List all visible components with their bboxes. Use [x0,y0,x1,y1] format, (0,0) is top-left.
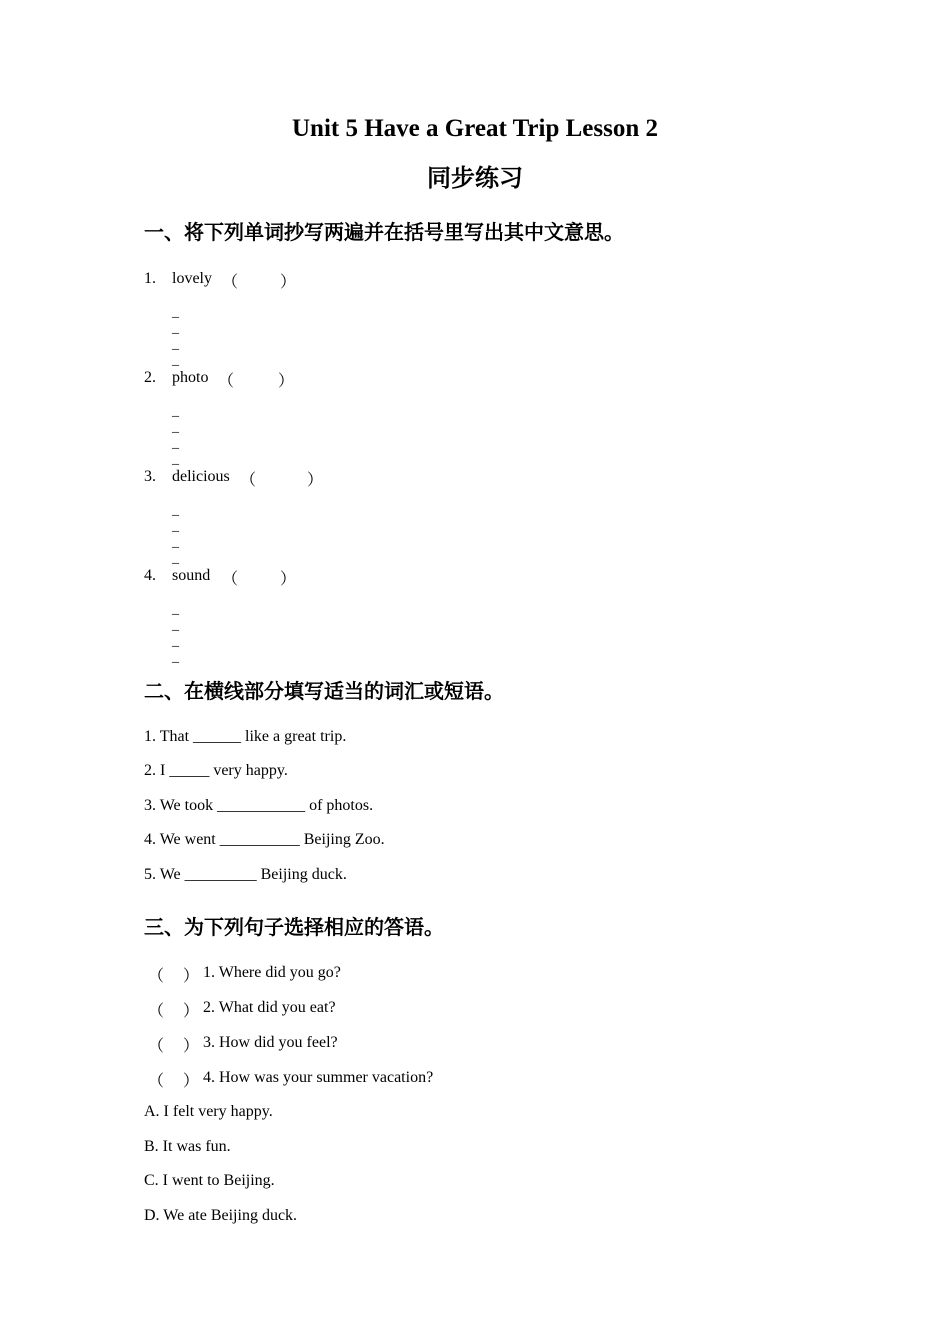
answer-paren-open: （ [218,371,235,390]
fill-blank-sentence: 2. I _____ very happy. [144,762,288,779]
answer-paren-open: （ [240,470,257,489]
writing-line: _ [172,436,179,451]
answer-paren-open: （ [222,272,239,291]
writing-line: _ [172,634,179,649]
answer-paren-open: （ [148,1036,165,1055]
writing-line: _ [172,602,179,617]
item-number: 3. [144,468,156,485]
vocab-word: photo [172,369,209,386]
answer-paren-close: ） [278,371,295,390]
answer-paren-close: ） [280,569,297,588]
answer-option: C. I went to Beijing. [144,1172,275,1189]
item-number: 4. [144,567,156,584]
question: 3. How did you feel? [203,1034,338,1051]
item-number: 2. [144,369,156,386]
answer-paren-close: ） [183,966,200,985]
writing-line: _ [172,452,179,467]
answer-paren-close: ） [307,470,324,489]
writing-line: _ [172,503,179,518]
question: 2. What did you eat? [203,999,336,1016]
section-1-heading: 一、将下列单词抄写两遍并在括号里写出其中文意思。 [144,220,624,244]
vocab-word: lovely [172,270,212,287]
vocab-word: sound [172,567,211,584]
writing-line: _ [172,650,179,665]
writing-line: _ [172,535,179,550]
page-subtitle: 同步练习 [427,164,523,192]
question: 1. Where did you go? [203,964,341,981]
fill-blank-sentence: 3. We took ___________ of photos. [144,797,374,814]
writing-line: _ [172,420,179,435]
writing-line: _ [172,353,179,368]
answer-paren-close: ） [280,272,297,291]
writing-line: _ [172,618,179,633]
answer-paren-close: ） [183,1036,200,1055]
writing-line: _ [172,519,179,534]
section-3-heading: 三、为下列句子选择相应的答语。 [144,915,444,939]
writing-line: _ [172,551,179,566]
writing-line: _ [172,337,179,352]
answer-option: B. It was fun. [144,1138,231,1155]
answer-paren-open: （ [148,1001,165,1020]
vocab-word: delicious [172,468,230,485]
section-2-heading: 二、在横线部分填写适当的词汇或短语。 [144,679,504,703]
answer-paren-close: ） [183,1001,200,1020]
writing-line: _ [172,305,179,320]
answer-paren-open: （ [148,1071,165,1090]
item-number: 1. [144,270,156,287]
answer-option: D. We ate Beijing duck. [144,1207,298,1224]
answer-paren-close: ） [183,1071,200,1090]
fill-blank-sentence: 1. That ______ like a great trip. [144,728,347,745]
answer-paren-open: （ [222,569,239,588]
answer-paren-open: （ [148,966,165,985]
writing-line: _ [172,404,179,419]
writing-line: _ [172,321,179,336]
answer-option: A. I felt very happy. [144,1103,273,1120]
question: 4. How was your summer vacation? [203,1069,434,1086]
page-title: Unit 5 Have a Great Trip Lesson 2 [292,115,658,142]
fill-blank-sentence: 4. We went __________ Beijing Zoo. [144,831,385,848]
fill-blank-sentence: 5. We _________ Beijing duck. [144,866,347,883]
